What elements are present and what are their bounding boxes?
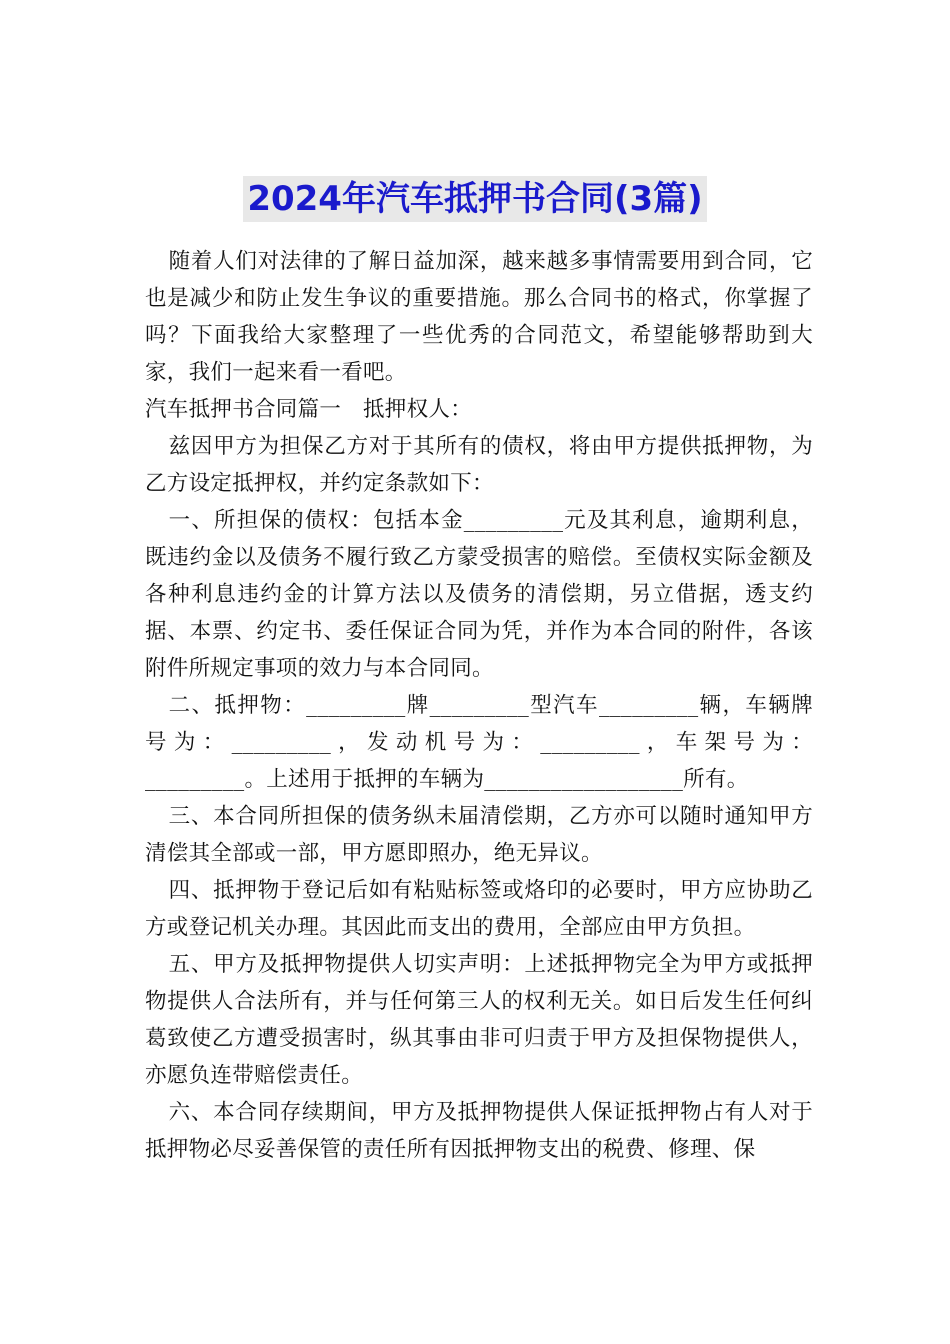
paragraph-clause-3: 三、本合同所担保的债务纵未届清偿期，乙方亦可以随时通知甲方清偿其全部或一部，甲方愿即照办，绝无异议。	[145, 804, 813, 866]
paragraph-preamble: 兹因甲方为担保乙方对于其所有的债权，将由甲方提供抵押物，为乙方设定抵押权，并约定条款如下：	[145, 434, 813, 496]
paragraph-clause-5: 五、甲方及抵押物提供人切实声明：上述抵押物完全为甲方或抵押物提供人合法所有，并与任何第三人的权利无关。如日后发生任何纠葛致使乙方遭受损害时，纵其事由非可归责于甲方及担保物提供人，亦愿负连带赔偿责任。	[145, 952, 813, 1088]
paragraph-intro: 随着人们对法律的了解日益加深，越来越多事情需要用到合同，它也是减少和防止发生争议的重要措施。那么合同书的格式，你掌握了吗？下面我给大家整理了一些优秀的合同范文，希望能够帮助到大家，我们一起来看一看吧。	[145, 249, 813, 385]
paragraph-clause-6: 六、本合同存续期间，甲方及抵押物提供人保证抵押物占有人对于抵押物必尽妥善保管的责任所有因抵押物支出的税费、修理、保	[145, 1100, 813, 1162]
paragraph-clause-1: 一、所担保的债权：包括本金_________元及其利息，逾期利息，既违约金以及债务不履行致乙方蒙受损害的赔偿。至债权实际金额及各种利息违约金的计算方法以及债务的清偿期，另立借据，透支约据、本票、约定书、委任保证合同为凭，并作为本合同的附件，各该附件所规定事项的效力与本合同同。	[145, 508, 813, 681]
paragraph-section-heading: 汽车抵押书合同篇一 抵押权人：	[145, 397, 473, 422]
document-title: 2024年汽车抵押书合同(3篇)	[243, 176, 706, 222]
paragraph-clause-4: 四、抵押物于登记后如有粘贴标签或烙印的必要时，甲方应协助乙方或登记机关办理。其因此而支出的费用，全部应由甲方负担。	[145, 878, 813, 940]
paragraph-clause-2: 二、抵押物：_________牌_________型汽车_________辆，车辆牌号为：_________，发动机号为：_________，车架号为：_________。上述用于抵押的车辆为__________________所有。	[145, 693, 813, 792]
document-body	[145, 243, 813, 1168]
title-container	[0, 176, 950, 222]
